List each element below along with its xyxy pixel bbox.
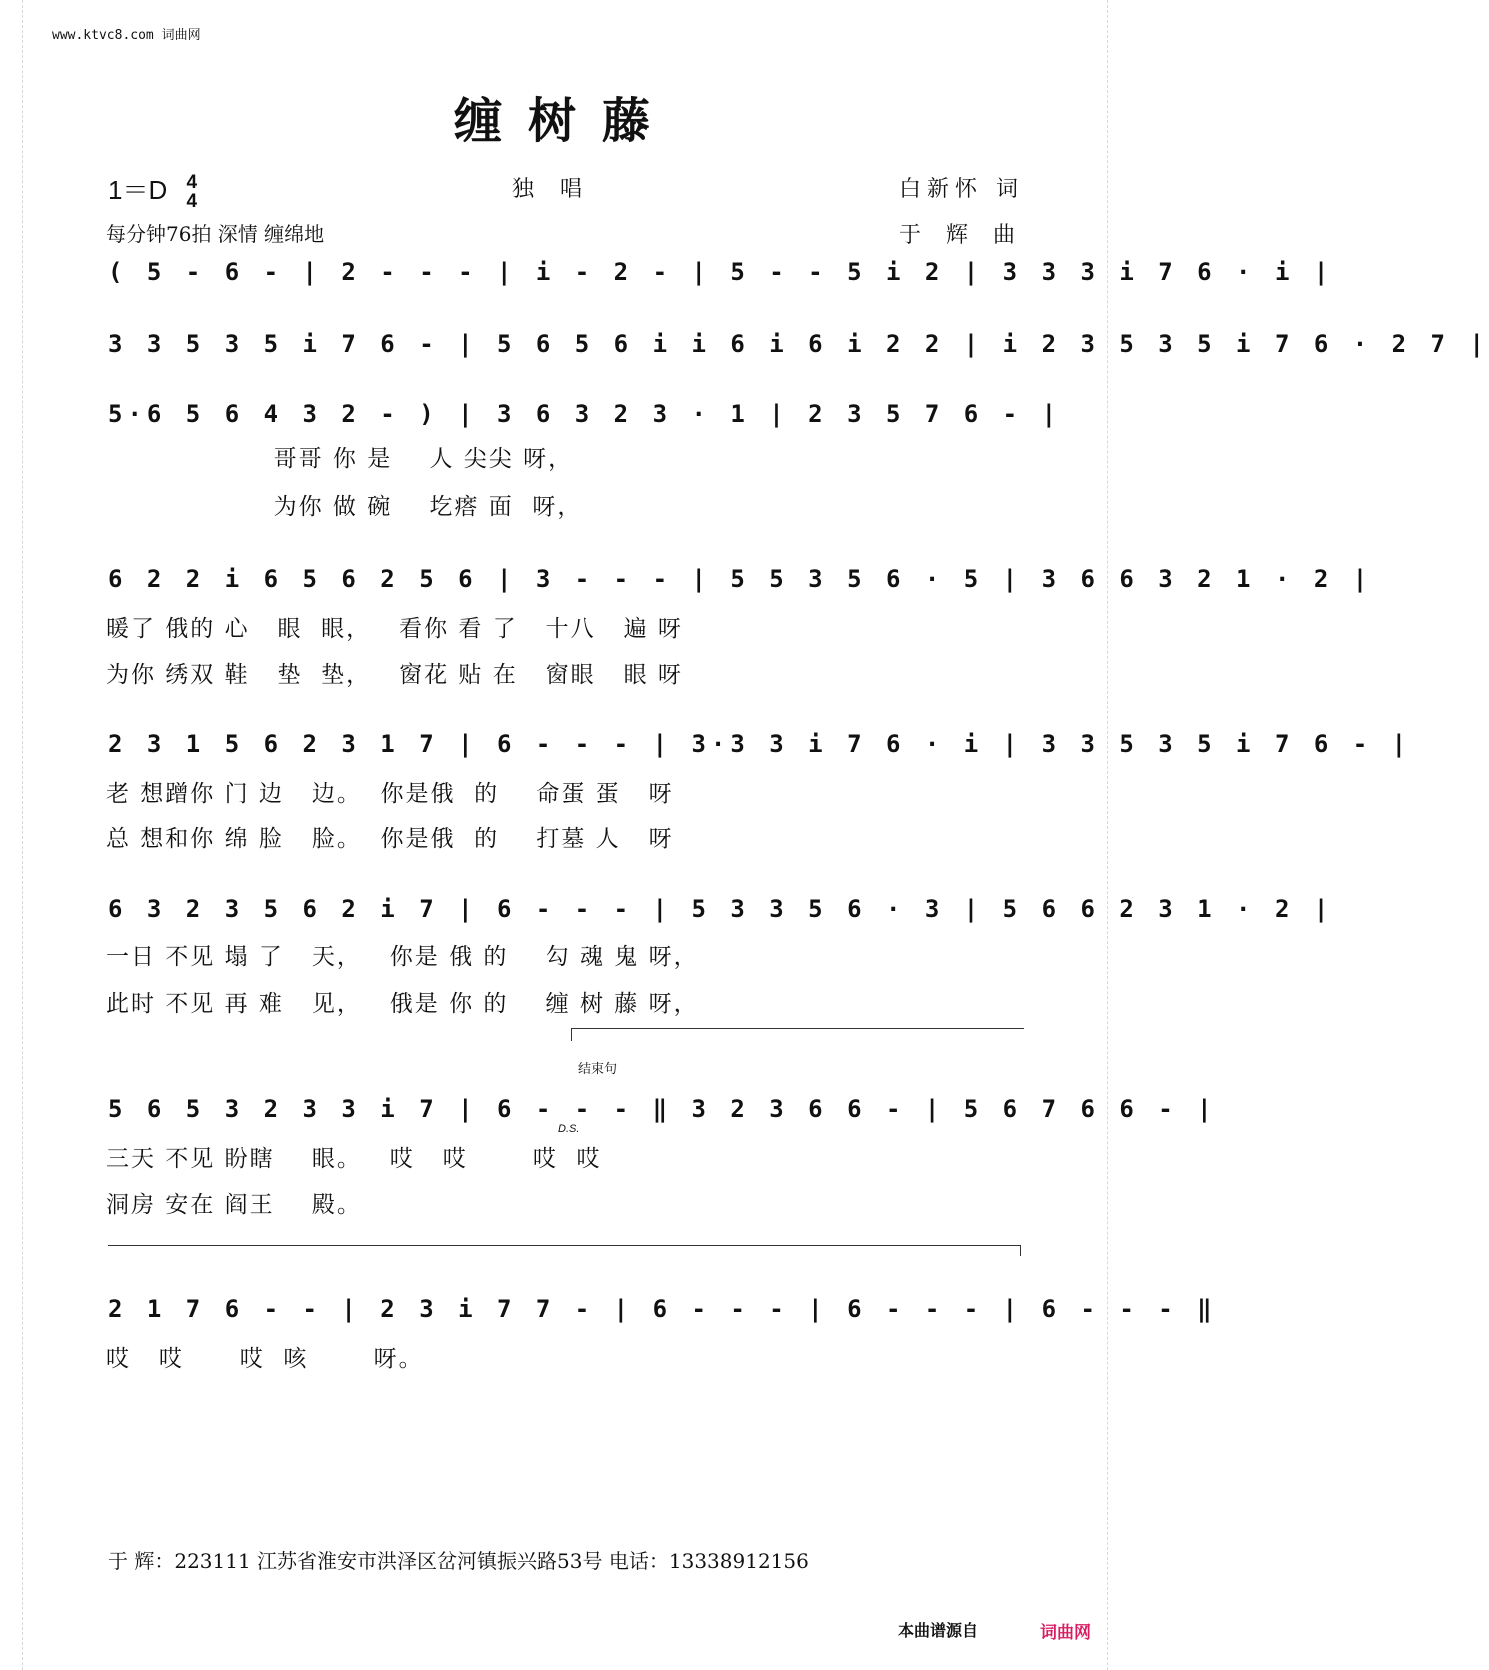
- composer-label: 于 辉 曲: [899, 223, 1024, 248]
- ending-label: 结束句: [578, 1061, 618, 1076]
- score-row-6: 6 3 2 3 5 6 2 i 7 | 6 - - - | 5 3 3 5 6 · 3 | 5 6 6 2 3 1 · 2 |: [108, 895, 1334, 923]
- song-title: 缠树藤: [453, 93, 676, 149]
- score-row-1: ( 5 - 6 - | 2 - - - | i - 2 - | 5 - - 5 i 2 | 3 3 3 i 7 6 · i |: [108, 258, 1334, 286]
- left-border-watermark: [0, 0, 23, 1670]
- lyric-row-7-verse1: 三天 不见 盼瞎 眼。 哎 哎 哎 哎: [106, 1146, 602, 1172]
- lyric-row-8: 哎 哎 哎 咳 呀。: [106, 1346, 424, 1372]
- ending-bracket-continuation: [108, 1245, 1021, 1256]
- lyric-row-6-verse2: 此时 不见 再 难 见， 俄是 你 的 缠 树 藤 呀，: [106, 991, 699, 1017]
- lyric-row-3-verse2: 为你 做 碗 圪瘩 面 呀，: [106, 494, 583, 520]
- lyric-row-5-verse1: 老 想蹭你 门 边 边。 你是俄 的 命蛋 蛋 呀: [106, 781, 674, 807]
- ds-mark: D.S.: [558, 1123, 580, 1135]
- lyric-row-7-verse2: 洞房 安在 阎王 殿。: [106, 1192, 362, 1218]
- score-row-2: 3 3 5 3 5 i 7 6 - | 5 6 5 6 i i 6 i 6 i 2 2 | i 2 3 5 3 5 i 7 6 · 2 7 |: [108, 330, 1489, 358]
- lyric-row-3-verse1: 哥哥 你 是 人 尖尖 呀，: [106, 446, 574, 472]
- ending-bracket: [571, 1028, 1024, 1041]
- score-row-7: 5 6 5 3 2 3 3 i 7 | 6 - - - ‖ 3 2 3 6 6 - | 5 6 7 6 6 - |: [108, 1095, 1217, 1123]
- genre-label: 独唱: [512, 177, 609, 202]
- score-row-8: 2 1 7 6 - - | 2 3 i 7 7 - | 6 - - - | 6 - - - | 6 - - - ‖: [108, 1295, 1217, 1323]
- time-signature: [186, 173, 197, 211]
- tempo-label: 每分钟76拍 深情 缠绵地: [106, 222, 325, 246]
- key-signature: [108, 170, 197, 211]
- time-bottom: 4: [186, 191, 198, 213]
- lyric-row-5-verse2: 总 想和你 绵 脸 脸。 你是俄 的 打墓 人 呀: [106, 826, 674, 852]
- lyric-row-6-verse1: 一日 不见 塌 了 天， 你是 俄 的 勾 魂 鬼 呀，: [106, 944, 699, 970]
- lyric-row-4-verse1: 暖了 俄的 心 眼 眼， 看你 看 了 十八 遍 呀: [106, 616, 683, 642]
- time-top: 4: [186, 172, 198, 194]
- score-row-5: 2 3 1 5 6 2 3 1 7 | 6 - - - | 3·3 3 i 7 6 · i | 3 3 5 3 5 i 7 6 - |: [108, 730, 1412, 758]
- score-row-4: 6 2 2 i 6 5 6 2 5 6 | 3 - - - | 5 5 3 5 6 · 5 | 3 6 6 3 2 1 · 2 |: [108, 565, 1373, 593]
- lyricist-label: 白新怀 词: [899, 177, 1024, 202]
- right-border-watermark: [1107, 0, 1130, 1670]
- lyric-row-4-verse2: 为你 绣双 鞋 垫 垫， 窗花 贴 在 窗眼 眼 呀: [106, 662, 683, 688]
- site-url[interactable]: www.ktvc8.com 词曲网: [52, 28, 201, 43]
- source-label: 本曲谱源自: [898, 1623, 979, 1640]
- score-row-3: 5·6 5 6 4 3 2 - ) | 3 6 3 2 3 · 1 | 2 3 5 7 6 - |: [108, 400, 1062, 428]
- key-label: 1＝D: [108, 175, 168, 205]
- composer-address: 于 辉：223111 江苏省淮安市洪泽区岔河镇振兴路53号 电话：13338912156: [108, 1549, 809, 1573]
- site-logo[interactable]: 词曲网: [1040, 1623, 1091, 1642]
